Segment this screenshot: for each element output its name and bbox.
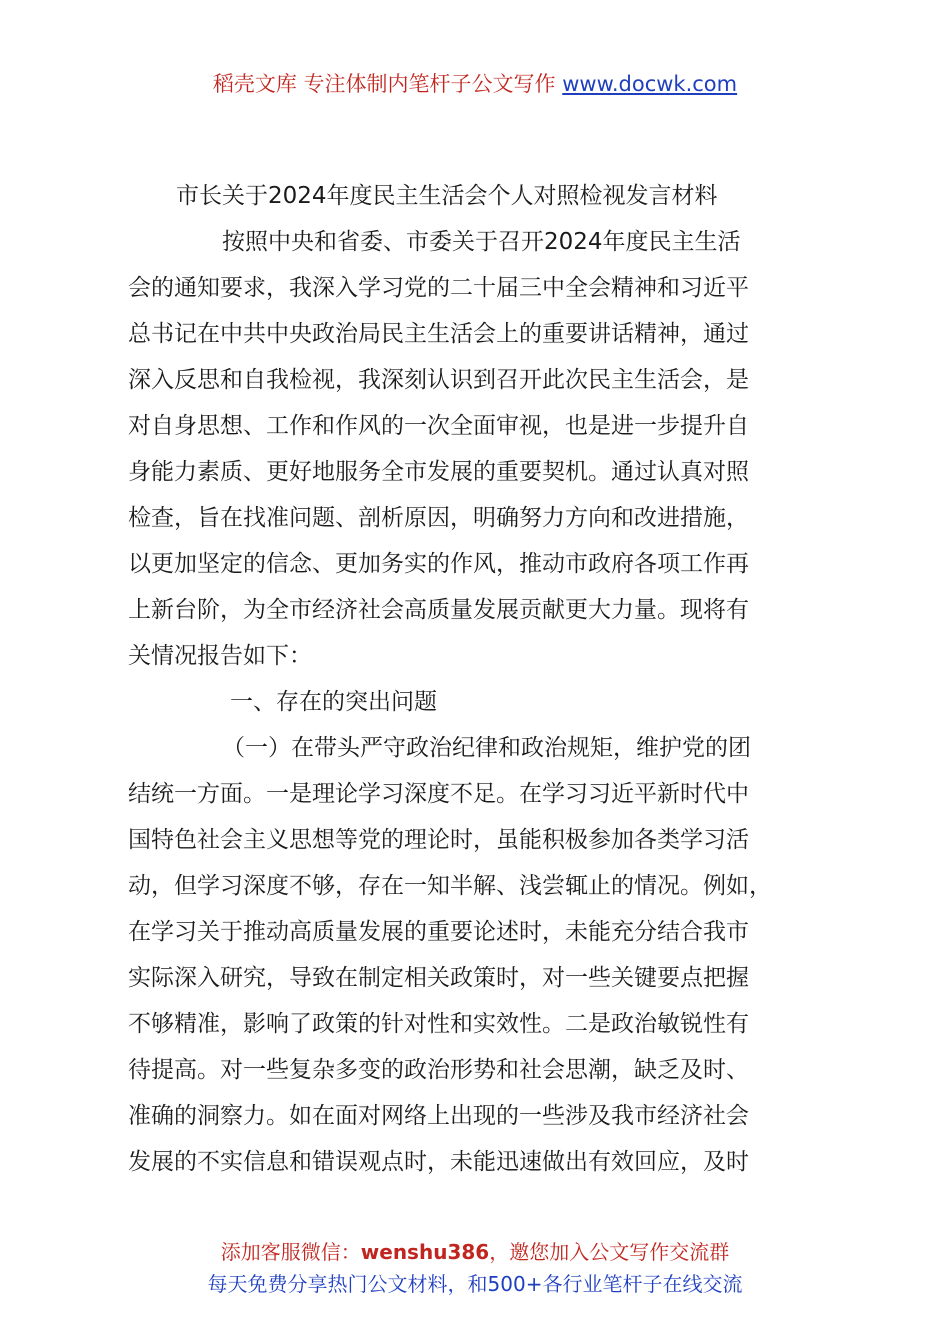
paragraph-line: 发展的不实信息和错误观点时，未能迅速做出有效回应，及时 xyxy=(128,1149,749,1175)
paragraph-line: （一）在带头严守政治纪律和政治规矩，维护党的团 xyxy=(222,735,751,761)
paragraph-line: 总书记在中共中央政治局民主生活会上的重要讲话精神，通过 xyxy=(128,321,749,347)
paragraph-line: 动，但学习深度不够，存在一知半解、浅尝辄止的情况。例如， xyxy=(128,873,772,899)
paragraph-line: 对自身思想、工作和作风的一次全面审视，也是进一步提升自 xyxy=(128,413,749,439)
paragraph-line: 在学习关于推动高质量发展的重要论述时，未能充分结合我市 xyxy=(128,919,749,945)
footer-promo-line: 每天免费分享热门公文材料，和500+各行业笔杆子在线交流 xyxy=(207,1272,743,1296)
document-title: 市长关于2024年度民主生活会个人对照检视发言材料 xyxy=(176,183,718,209)
paragraph-line: 准确的洞察力。如在面对网络上出现的一些涉及我市经济社会 xyxy=(128,1103,749,1129)
paragraph-line: 上新台阶，为全市经济社会高质量发展贡献更大力量。现将有 xyxy=(128,597,749,623)
footer-wechat-prefix: 添加客服微信： xyxy=(220,1240,361,1264)
paragraph-line: 检查，旨在找准问题、剖析原因，明确努力方向和改进措施， xyxy=(128,505,749,531)
paragraph-line: 按照中央和省委、市委关于召开2024年度民主生活 xyxy=(222,229,741,255)
paragraph-line: 待提高。对一些复杂多变的政治形势和社会思潮，缺乏及时、 xyxy=(128,1057,749,1083)
paragraph-line: 关情况报告如下： xyxy=(128,643,312,669)
paragraph-line: 会的通知要求，我深入学习党的二十届三中全会精神和习近平 xyxy=(128,275,749,301)
paragraph-line: 身能力素质、更好地服务全市发展的重要契机。通过认真对照 xyxy=(128,459,749,485)
page-header xyxy=(0,66,950,102)
paragraph-line: 以更加坚定的信念、更加务实的作风，推动市政府各项工作再 xyxy=(128,551,749,577)
wechat-id: wenshu386 xyxy=(360,1240,490,1264)
paragraph-line: 国特色社会主义思想等党的理论时，虽能积极参加各类学习活 xyxy=(128,827,749,853)
section-heading: 一、存在的突出问题 xyxy=(230,689,437,715)
paragraph-line: 实际深入研究，导致在制定相关政策时，对一些关键要点把握 xyxy=(128,965,749,991)
paragraph-line: 不够精准，影响了政策的针对性和实效性。二是政治敏锐性有 xyxy=(128,1011,749,1037)
brand-slogan: 稻壳文库 专注体制内笔杆子公文写作 xyxy=(212,72,556,96)
footer-wechat-suffix: ，邀您加入公文写作交流群 xyxy=(489,1240,730,1264)
paragraph-line: 深入反思和自我检视，我深刻认识到召开此次民主生活会，是 xyxy=(128,367,749,393)
paragraph-line: 结统一方面。一是理论学习深度不足。在学习习近平新时代中 xyxy=(128,781,749,807)
website-link[interactable]: www.docwk.com xyxy=(562,72,738,96)
footer-wechat-line xyxy=(0,1236,950,1268)
